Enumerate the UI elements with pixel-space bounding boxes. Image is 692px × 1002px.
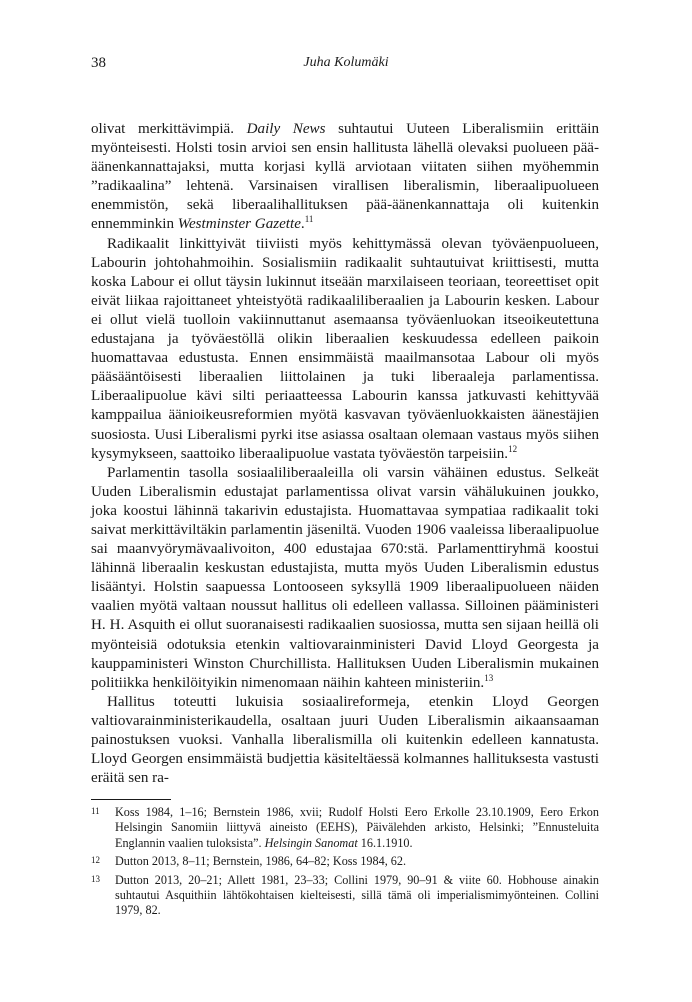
footnote-number: 12	[91, 855, 100, 866]
publication-title: Daily News	[246, 121, 326, 137]
footnote-ref[interactable]: 11	[304, 214, 314, 225]
footnote-divider	[91, 799, 171, 800]
footnote: 13 Dutton 2013, 20–21; Allett 1981, 23–33; Collini 1979, 90–91 & viite 60. Hobhouse ainakin suhtautui Asquithiin lähtökohtaisen kielteisesti, sillä tämä oli imperialismimyönteinen. Collini 1979, 82.	[91, 872, 599, 918]
paragraph: Parlamentin tasolla sosiaaliliberaaleilla oli varsin vähäinen edustus. Selkeät Uuden Liberalismin edustajat parlamentissa olivat varsin vähälukuinen joukko, joka koostui lähinnä takarivin edustajista. Huomattavaa sympatiaa radikaalit toki saivat merkittäviltäkin parlamentin jäseniltä. Vuoden 1906 vaaleissa liberaalipuolue sai maanvyörymävaalivoiton, 400 edustajaa 670:stä. Parlamenttiryhmä koostui lähinnä liberaalin keskustan edustajista, mutta myös Uuden Liberalismin edustus lisääntyi. Holstin saapuessa Lontooseen syksyllä 1909 liberaalipuolueen näiden vaalien myötä valtaan noussut hallitus oli edelleen vallassa. Silloinen pääministeri H. H. Asquith ei ollut suoranaisesti radikaalien suosiossa, mutta sen sijaan heillä oli myönteisiä odotuksia etenkin valtiovarainministeri David Lloyd Georgesta ja kauppaministeri Winston Churchillista. Hallituksen Uuden Liberalismin mukainen politiikka henkilöityikin nimenomaan näihin kahteen ministeriin.$^{13}$	[91, 464, 599, 691]
page-number: 38	[91, 55, 106, 71]
publication-title: Westminster Gazette	[177, 216, 301, 233]
footnote-ref[interactable]: 12	[508, 443, 518, 454]
running-header-author: Juha Kolumäki	[303, 55, 389, 70]
footnote-number: 13	[91, 873, 100, 884]
body-text	[91, 120, 599, 788]
paragraph: Radikaalit linkittyivät tiiviisti myös kehittymässä olevan työväenpuolueen, Labourin johtohahmoihin. Sosialismiin radikaalit suhtautuivat kriittisesti, mutta koska Labour ei ollut täysin lukinnut itseään marxilaiseen teoriaan, teoreettiset opit eivät liikaa rajoittaneet yhteistyötä radikaaliliberaalien ja Labourin kesken. Labour ei ollut vielä tuolloin vakiinnuttanut asemaansa työväenluokan itseoikeutettuna edustajana ja työväestöllä olikin liberaalien keskuudessa edelleen paikoin huomattavaa edustusta. Ennen ensimmäistä maailmansotaa Labour oli myös pääsääntöisesti liberaalien liittolainen ja tuki liberaaleja parlamentissa. Liberaalipuolue kävi silti periaatteessa Labourin kanssa jatkuvasti kehittyvää kamppailua äänioikeusreformien myötä kasvavan työväenluokkaisten äänestäjien suosiosta. Uusi Liberalismi pyrki itse asiassa osaltaan olemaan vastaus myös siihen kysymykseen, saattoiko liberaalipuolue vastata työväestön tarpeisiin.$^{12}$	[91, 235, 599, 462]
publication-title: Helsingin Sanomat	[264, 835, 358, 850]
footnote: 11 Koss 1984, 1–16; Bernstein 1986, xvii; Rudolf Holsti Eero Erkolle 23.10.1909, Eero Erkon Helsingin Sanomiin liittyvä aineisto (EEHS), Päivälehden arkisto, Helsinki; ”Ennusteluita Englannin vaalien tuloksista”. Helsingin Sanomat 16.1.1910.	[91, 805, 599, 850]
footnotes	[91, 805, 599, 922]
footnote: 12 Dutton 2013, 8–11; Bernstein, 1986, 64–82; Koss 1984, 62.	[91, 854, 407, 869]
footnote-number: 11	[91, 806, 100, 816]
footnote-ref[interactable]: 13	[484, 672, 494, 683]
paragraph: olivat merkittävimpiä. Daily News suhtautui Uuteen Liberalismiin erittäin myönteisesti. Holsti tosin arvioi sen ensin hallitusta lähellä olevaksi puolueen pää-äänenkannattajaksi, mutta korjasi kyllä arviotaan viitaten siihen myöhemmin ”radikaalina” lehtenä. Varsinaisen virallisen liberalismin, liberaalipuolueen enemmistön, sekä liberaalihallituksen pää-äänenkannattaja oli kuitenkin ennemminkin Westminster Gazette.$^{11}$	[91, 121, 599, 233]
paragraph: Hallitus toteutti lukuisia sosiaalireformeja, etenkin Lloyd Georgen valtiovarainministerikaudella, osaltaan juuri Uuden Liberalismin aikaansaaman painostuksen vuoksi. Vanhalla liberalismilla oli kuitenkin edelleen kannatusta. Lloyd Georgen ensimmäistä budjettia käsiteltäessä kolmannes hallituksesta vastusti eräitä sen ra-	[91, 693, 599, 787]
